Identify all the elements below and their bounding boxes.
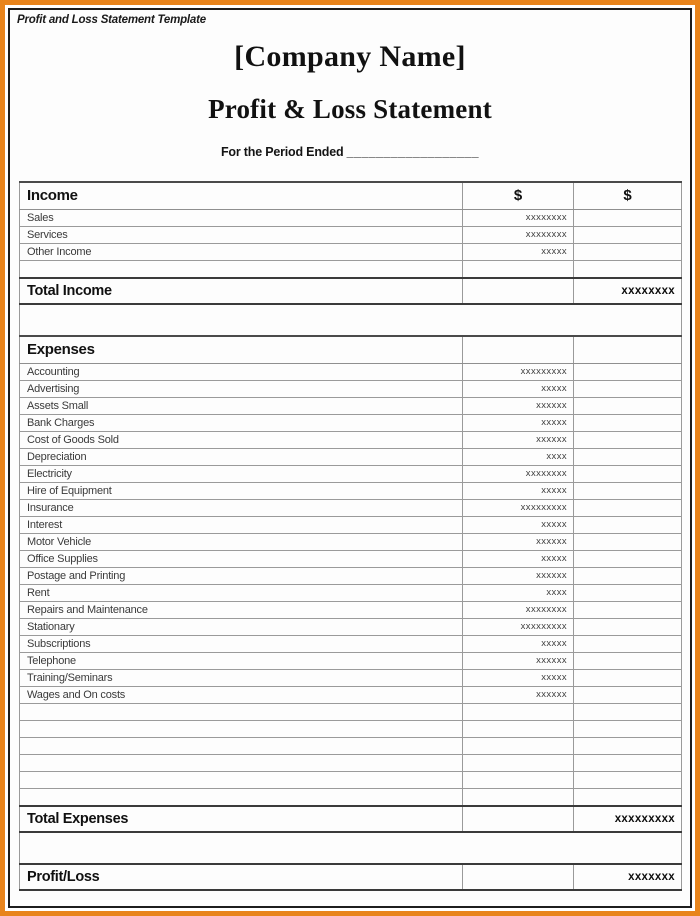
currency-symbol-col2: $	[574, 182, 682, 210]
blank-amount-cell[interactable]	[463, 788, 574, 806]
blank-amount-cell[interactable]	[463, 737, 574, 754]
line-item-label[interactable]: Accounting	[20, 363, 463, 380]
line-item-row	[20, 618, 682, 635]
line-item-amount[interactable]: xxxxxx	[463, 686, 574, 703]
line-item-row	[20, 448, 682, 465]
line-item-label[interactable]: Interest	[20, 516, 463, 533]
line-item-row	[20, 550, 682, 567]
income-section-label: Income	[20, 182, 463, 210]
line-item-row	[20, 584, 682, 601]
profit-loss-value[interactable]: xxxxxxx	[574, 864, 682, 890]
spacer-after-total-expenses	[20, 832, 682, 864]
blank-row	[20, 788, 682, 806]
line-item-total[interactable]	[574, 601, 682, 618]
line-item-label[interactable]: Electricity	[20, 465, 463, 482]
line-item-row	[20, 431, 682, 448]
line-item-amount[interactable]: xxxxxxxx	[463, 226, 574, 243]
title-block	[10, 40, 690, 159]
line-item-total[interactable]	[574, 397, 682, 414]
blank-amount-cell[interactable]	[463, 720, 574, 737]
line-item-row	[20, 601, 682, 618]
blank-total-cell[interactable]	[574, 703, 682, 720]
line-item-amount[interactable]: xxxxxxxxx	[463, 499, 574, 516]
total-expenses-label: Total Expenses	[20, 806, 463, 832]
period-ended-line	[10, 145, 690, 159]
line-item-amount[interactable]: xxxxx	[463, 482, 574, 499]
total-expenses-amount-cell[interactable]	[463, 806, 574, 832]
line-item-total[interactable]	[574, 482, 682, 499]
line-item-amount[interactable]: xxxxxxxx	[463, 601, 574, 618]
line-item-total[interactable]	[574, 431, 682, 448]
blank-row	[20, 737, 682, 754]
line-item-amount[interactable]: xxxxxxxxx	[463, 618, 574, 635]
line-item-label[interactable]: Services	[20, 226, 463, 243]
line-item-amount[interactable]: xxxxx	[463, 669, 574, 686]
total-income-label: Total Income	[20, 278, 463, 304]
line-item-label[interactable]: Telephone	[20, 652, 463, 669]
blank-total-cell[interactable]	[574, 788, 682, 806]
line-item-row	[20, 243, 682, 260]
line-item-total[interactable]	[574, 516, 682, 533]
blank-amount-cell[interactable]	[463, 754, 574, 771]
line-item-amount[interactable]: xxxx	[463, 448, 574, 465]
blank-total-cell[interactable]	[574, 720, 682, 737]
blank-label-cell[interactable]	[20, 260, 463, 278]
line-item-label[interactable]: Motor Vehicle	[20, 533, 463, 550]
line-item-total[interactable]	[574, 686, 682, 703]
line-item-total[interactable]	[574, 499, 682, 516]
line-item-total[interactable]	[574, 669, 682, 686]
spacer-after-total-income-cell	[20, 304, 682, 336]
line-item-label[interactable]: Hire of Equipment	[20, 482, 463, 499]
line-item-total[interactable]	[574, 226, 682, 243]
blank-amount-cell[interactable]	[463, 260, 574, 278]
blank-amount-cell[interactable]	[463, 703, 574, 720]
spacer-after-total-expenses-cell	[20, 832, 682, 864]
expenses-section-row	[20, 336, 682, 364]
line-item-total[interactable]	[574, 652, 682, 669]
line-item-amount[interactable]: xxxxxx	[463, 397, 574, 414]
line-item-amount[interactable]: xxxxx	[463, 380, 574, 397]
blank-total-cell[interactable]	[574, 754, 682, 771]
line-item-label[interactable]: Stationary	[20, 618, 463, 635]
expenses-section-label: Expenses	[20, 336, 463, 364]
line-item-label[interactable]: Postage and Printing	[20, 567, 463, 584]
line-item-row	[20, 635, 682, 652]
blank-row	[20, 754, 682, 771]
income-section-row	[20, 182, 682, 210]
statement-title: Profit & Loss Statement	[208, 94, 492, 124]
blank-label-cell[interactable]	[20, 737, 463, 754]
line-item-amount[interactable]: xxxxxx	[463, 567, 574, 584]
line-item-amount[interactable]: xxxxxxxx	[463, 465, 574, 482]
expenses-section-total-cell[interactable]	[574, 336, 682, 364]
line-item-row	[20, 226, 682, 243]
profit-loss-label: Profit/Loss	[20, 864, 463, 890]
line-item-row	[20, 465, 682, 482]
line-item-row	[20, 482, 682, 499]
line-item-total[interactable]	[574, 380, 682, 397]
blank-row	[20, 260, 682, 278]
line-item-row	[20, 363, 682, 380]
line-item-label[interactable]: Rent	[20, 584, 463, 601]
line-item-row	[20, 414, 682, 431]
total-income-value[interactable]: xxxxxxxx	[574, 278, 682, 304]
line-item-row	[20, 652, 682, 669]
total-income-amount-cell[interactable]	[463, 278, 574, 304]
line-item-label[interactable]: Subscriptions	[20, 635, 463, 652]
line-item-label[interactable]: Repairs and Maintenance	[20, 601, 463, 618]
expenses-section-amount-cell[interactable]	[463, 336, 574, 364]
line-item-total[interactable]	[574, 243, 682, 260]
page-white-gap	[5, 5, 695, 911]
line-item-total[interactable]	[574, 635, 682, 652]
line-item-row	[20, 499, 682, 516]
line-item-label[interactable]: Wages and On costs	[20, 686, 463, 703]
total-expenses-value[interactable]: xxxxxxxxx	[574, 806, 682, 832]
line-item-label[interactable]: Training/Seminars	[20, 669, 463, 686]
total-expenses-row	[20, 806, 682, 832]
blank-row	[20, 771, 682, 788]
line-item-label[interactable]: Sales	[20, 209, 463, 226]
line-item-amount[interactable]: xxxxx	[463, 414, 574, 431]
line-item-amount[interactable]: xxxxxx	[463, 431, 574, 448]
line-item-row	[20, 397, 682, 414]
line-item-label[interactable]: Office Supplies	[20, 550, 463, 567]
blank-total-cell[interactable]	[574, 771, 682, 788]
line-item-total[interactable]	[574, 567, 682, 584]
line-item-total[interactable]	[574, 618, 682, 635]
document-frame	[8, 8, 692, 908]
total-income-row	[20, 278, 682, 304]
blank-label-cell[interactable]	[20, 788, 463, 806]
line-item-amount[interactable]: xxxx	[463, 584, 574, 601]
line-item-total[interactable]	[574, 414, 682, 431]
line-item-amount[interactable]: xxxxxx	[463, 533, 574, 550]
line-item-amount[interactable]: xxxxx	[463, 516, 574, 533]
line-item-label[interactable]: Depreciation	[20, 448, 463, 465]
line-item-amount[interactable]: xxxxxx	[463, 652, 574, 669]
line-item-total[interactable]	[574, 363, 682, 380]
currency-symbol-col1: $	[463, 182, 574, 210]
line-item-label[interactable]: Bank Charges	[20, 414, 463, 431]
blank-label-cell[interactable]	[20, 771, 463, 788]
line-item-total[interactable]	[574, 533, 682, 550]
profit-loss-sheet	[19, 181, 682, 891]
blank-total-cell[interactable]	[574, 737, 682, 754]
line-item-row	[20, 533, 682, 550]
period-ended-label: For the Period Ended	[220, 144, 344, 159]
blank-total-cell[interactable]	[574, 260, 682, 278]
line-item-amount[interactable]: xxxxx	[463, 243, 574, 260]
blank-label-cell[interactable]	[20, 703, 463, 720]
line-item-row	[20, 516, 682, 533]
line-item-amount[interactable]: xxxxxxxx	[463, 209, 574, 226]
line-item-label[interactable]: Insurance	[20, 499, 463, 516]
document-header-label: Profit and Loss Statement Template	[17, 14, 206, 26]
company-name-placeholder: [Company Name]	[234, 40, 466, 73]
line-item-total[interactable]	[574, 550, 682, 567]
line-item-row	[20, 669, 682, 686]
period-ended-blank-field[interactable]: __________________	[346, 144, 480, 159]
profit-loss-row	[20, 864, 682, 890]
line-item-total[interactable]	[574, 465, 682, 482]
line-item-label[interactable]: Other Income	[20, 243, 463, 260]
line-item-label[interactable]: Advertising	[20, 380, 463, 397]
blank-row	[20, 720, 682, 737]
line-item-row	[20, 209, 682, 226]
blank-label-cell[interactable]	[20, 754, 463, 771]
line-item-row	[20, 380, 682, 397]
line-item-amount[interactable]: xxxxxxxxx	[463, 363, 574, 380]
profit-loss-amount-cell[interactable]	[463, 864, 574, 890]
line-item-label[interactable]: Assets Small	[20, 397, 463, 414]
blank-amount-cell[interactable]	[463, 771, 574, 788]
line-item-row	[20, 567, 682, 584]
blank-row	[20, 703, 682, 720]
blank-label-cell[interactable]	[20, 720, 463, 737]
line-item-amount[interactable]: xxxxx	[463, 635, 574, 652]
line-item-total[interactable]	[574, 448, 682, 465]
line-item-amount[interactable]: xxxxx	[463, 550, 574, 567]
line-item-total[interactable]	[574, 584, 682, 601]
line-item-label[interactable]: Cost of Goods Sold	[20, 431, 463, 448]
line-item-total[interactable]	[574, 209, 682, 226]
line-item-row	[20, 686, 682, 703]
spacer-after-total-income	[20, 304, 682, 336]
